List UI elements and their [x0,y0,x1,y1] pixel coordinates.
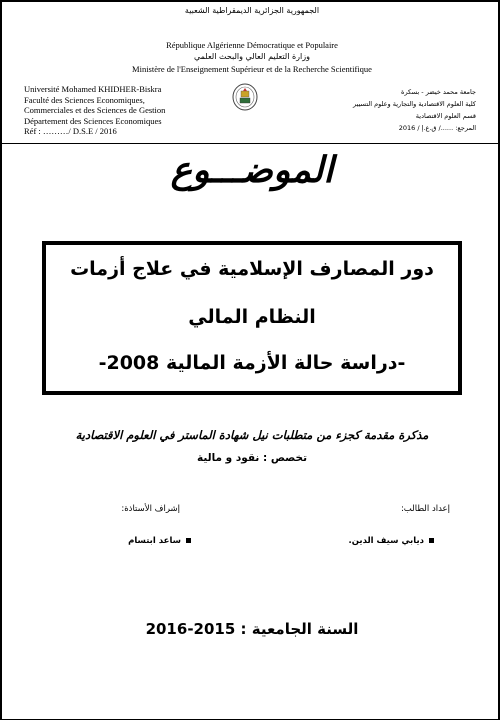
department-ar: قسم العلوم الاقتصادية [415,112,476,120]
title-line-2: النظام المالي [188,306,316,328]
header-fr-republic: République Algérienne Démocratique et Populaire [166,40,338,50]
reference-ar: المرجع: ....../ ق.ع.إ / 2016 [398,124,476,132]
faculty-ar: كلية العلوم الاقتصادية والتجارية وعلوم التسيير [353,100,476,108]
title-line-1: دور المصارف الإسلامية في علاج أزمات [70,258,434,280]
supervisor-name: ساعد ابتسام [128,536,181,546]
student-name: ديابي سيف الدين. [348,536,424,546]
header-fr-ministry: Ministère de l'Enseignement Supérieur et de la Recherche Scientifique [132,64,372,74]
university-fr: Université Mohamed KHIDHER-Biskra [24,84,162,94]
prepared-by-label: إعداد الطالب: [400,504,450,514]
thesis-note: مذكرة مقدمة كجزء من متطلبات نيل شهادة الماستر في العلوم الاقتصادية [75,428,429,442]
french-institution-block [24,84,224,137]
top-border [2,0,500,2]
reference-fr: Réf : ………/ D.S.E / 2016 [24,126,117,136]
header-ar-republic: الجمهورية الجزائرية الديمقراطية الشعبية [184,6,320,15]
department-fr: Département des Sciences Economiques [24,115,162,126]
arabic-institution-block [296,86,476,134]
header-ar-ministry: وزارة التعليم العالي والبحث العلمي [194,52,310,61]
supervisor-label: إشراف الأستاذة: [121,504,180,514]
title-line-3: -دراسة حالة الأزمة المالية 2008- [98,352,406,374]
title-box [42,241,462,395]
university-logo-icon [232,83,258,111]
specialty-line: تخصص : نقود و مالية [196,452,308,464]
square-bullet-icon [186,538,191,543]
header-divider [2,143,500,144]
square-bullet-icon [429,538,434,543]
faculty-fr-line2: Commerciales et des Sciences de Gestion [24,105,166,115]
faculty-fr-line1: Faculté des Sciences Economiques, [24,94,145,105]
academic-year: السنة الجامعية : 2015-2016 [145,620,359,638]
subject-heading: الموضـــوع [170,150,334,191]
university-ar: جامعة محمد خيضر - بسكرة [401,88,476,96]
student-name-item [349,536,435,546]
supervisor-name-item [128,536,191,546]
